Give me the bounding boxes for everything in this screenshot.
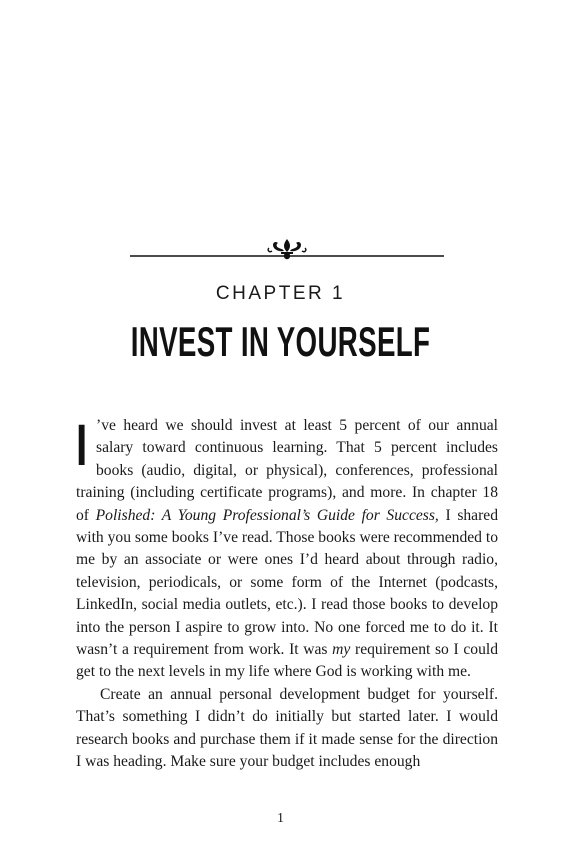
paragraph-1 [76, 415, 498, 684]
paragraph-1-text-b: I shared with you some books I’ve read. Those books were recommended to me by an associate or were ones I’d heard about through radio, television, periodicals, or some form of the Internet (podcasts, LinkedIn, social media outlets, etc.). I read those books to develop into the person I aspire to grow into. No one forced me to do it. It wasn’t a requirement from work. It was [76, 506, 499, 659]
chapter-body [76, 415, 498, 774]
paragraph-2: Create an annual personal development budget for yourself. That’s something I didn’t do initially but started later. I would research books and purchase them if it made sense for the direction I was heading. Make sure your budget includes enough [76, 685, 498, 771]
paragraph-1-text-a: ’ve heard we should invest at least 5 percent of our annual salary toward continuous learning. That 5 percent includes books (audio, digital, or physical), conferences, professional training (including certificate programs), and more. In chapter 18 of [76, 417, 498, 524]
page-number: 1 [277, 811, 284, 826]
book-title: Polished: A Young Professional’s Guide for Success, [95, 506, 439, 524]
chapter-title: INVEST IN YOURSELF [130, 318, 431, 365]
chapter-ornament-divider [130, 236, 444, 260]
emphasis-word: my [332, 641, 351, 659]
drop-cap: I [76, 413, 88, 478]
chapter-label: CHAPTER 1 [215, 283, 346, 304]
paragraph-1-text-c: requirement so I could get to the next levels in my life where God is working with me. [76, 641, 498, 681]
